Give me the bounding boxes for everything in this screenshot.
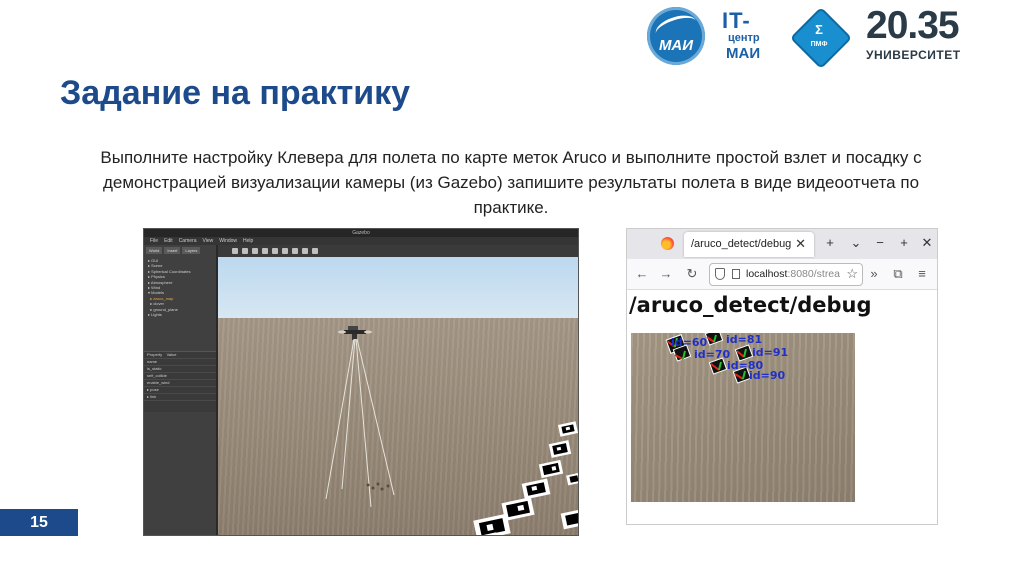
university-2035-logo: [866, 6, 976, 66]
page-number: 15: [0, 509, 78, 536]
browser-tab-title: /aruco_detect/debug: [691, 238, 792, 250]
page-icon: [732, 269, 740, 279]
gazebo-3d-view: [218, 257, 578, 535]
back-icon[interactable]: ←: [635, 266, 649, 281]
gazebo-screenshot: [143, 228, 579, 536]
translate-tool-icon: [242, 248, 248, 254]
slide-title: Задание на практику: [60, 74, 411, 112]
firefox-icon: [661, 237, 674, 250]
browser-screenshot: [626, 228, 938, 525]
university-label: УНИВЕРСИТЕТ: [866, 48, 961, 62]
pmf-logo: [790, 7, 848, 65]
marker-label: id=90: [749, 369, 786, 382]
gazebo-scene-drawing: [218, 257, 578, 535]
tab-list-icon[interactable]: ⌄: [850, 235, 862, 250]
aruco-debug-image: [631, 333, 855, 502]
gazebo-panel-tabs: World Insert Layers: [144, 245, 216, 256]
it-center-line3: МАИ: [726, 45, 761, 62]
bookmark-star-icon[interactable]: ☆: [846, 266, 858, 281]
browser-tabbar: [627, 229, 937, 259]
shield-icon: [715, 268, 725, 280]
new-tab-icon[interactable]: +: [826, 235, 834, 250]
minimize-icon[interactable]: −: [876, 235, 884, 250]
menu-icon[interactable]: ≡: [918, 266, 926, 281]
marker-label: id=70: [694, 348, 731, 361]
box-shape-icon: [272, 248, 278, 254]
mai-logo-text: МАИ: [658, 36, 694, 54]
url-text: localhost:8080/strea: [746, 268, 840, 280]
address-bar[interactable]: [709, 263, 863, 286]
screenshot-icon: [312, 248, 318, 254]
gazebo-titlebar: Gazebo: [144, 229, 578, 237]
marker-label: id=60: [671, 336, 708, 349]
it-center-line1: IT-: [722, 8, 751, 33]
it-center-logo: [722, 10, 780, 60]
page-heading: /aruco_detect/debug: [629, 293, 872, 317]
light-icon: [302, 248, 308, 254]
maximize-icon[interactable]: +: [900, 235, 908, 250]
gazebo-menubar: File Edit Camera View Window Help: [144, 237, 578, 245]
gazebo-toolbar: [218, 245, 579, 257]
sphere-shape-icon: [282, 248, 288, 254]
close-window-icon[interactable]: ✕: [921, 235, 933, 250]
marker-label: id=91: [752, 346, 789, 359]
aruco-markers: [459, 421, 578, 535]
sigma-icon: Σ: [815, 22, 823, 37]
ground-dots: [367, 483, 390, 491]
gazebo-properties: Property Value name is_static self_collide enable_wind ▸ pose ▸ link: [144, 351, 216, 412]
browser-tab[interactable]: [684, 232, 814, 257]
mai-logo: [647, 7, 705, 65]
task-description: Выполните настройку Клевера для полета по карте меток Aruco и выполните простой взлет и посадку с демонстрацией визуализации камеры (из Gazebo) запишите результаты полета в виде видеоотчета по практике.: [100, 148, 922, 217]
scale-tool-icon: [262, 248, 268, 254]
aruco-detections: [631, 333, 855, 502]
cylinder-shape-icon: [292, 248, 298, 254]
browser-navbar: [627, 259, 937, 290]
close-tab-icon[interactable]: ✕: [795, 236, 806, 251]
reload-icon[interactable]: ↻: [686, 266, 698, 281]
diamond-icon: [790, 7, 852, 69]
university-number: 20.35: [866, 4, 959, 47]
pmf-logo-text: ПМФ: [810, 41, 828, 48]
camera-rays: [326, 339, 394, 507]
drone: [338, 326, 372, 340]
extensions-icon[interactable]: ⧉: [893, 266, 903, 281]
marker-label: id=81: [726, 333, 763, 346]
forward-icon[interactable]: →: [659, 266, 673, 281]
gazebo-world-panel: [144, 245, 216, 535]
marker-label: id=80: [727, 359, 764, 372]
rotate-tool-icon: [252, 248, 258, 254]
overflow-chevron-icon[interactable]: »: [870, 266, 878, 281]
it-center-line2: центр: [728, 32, 760, 44]
gazebo-world-tree: ▸ GUI ▸ Scene ▸ Spherical Coordinates ▸ Physics ▸ Atmosphere ▸ Wind ▾ Models ▸ aruco_map ▸ clover ▸ ground_plane ▸ Lights: [148, 258, 191, 318]
select-tool-icon: [232, 248, 238, 254]
